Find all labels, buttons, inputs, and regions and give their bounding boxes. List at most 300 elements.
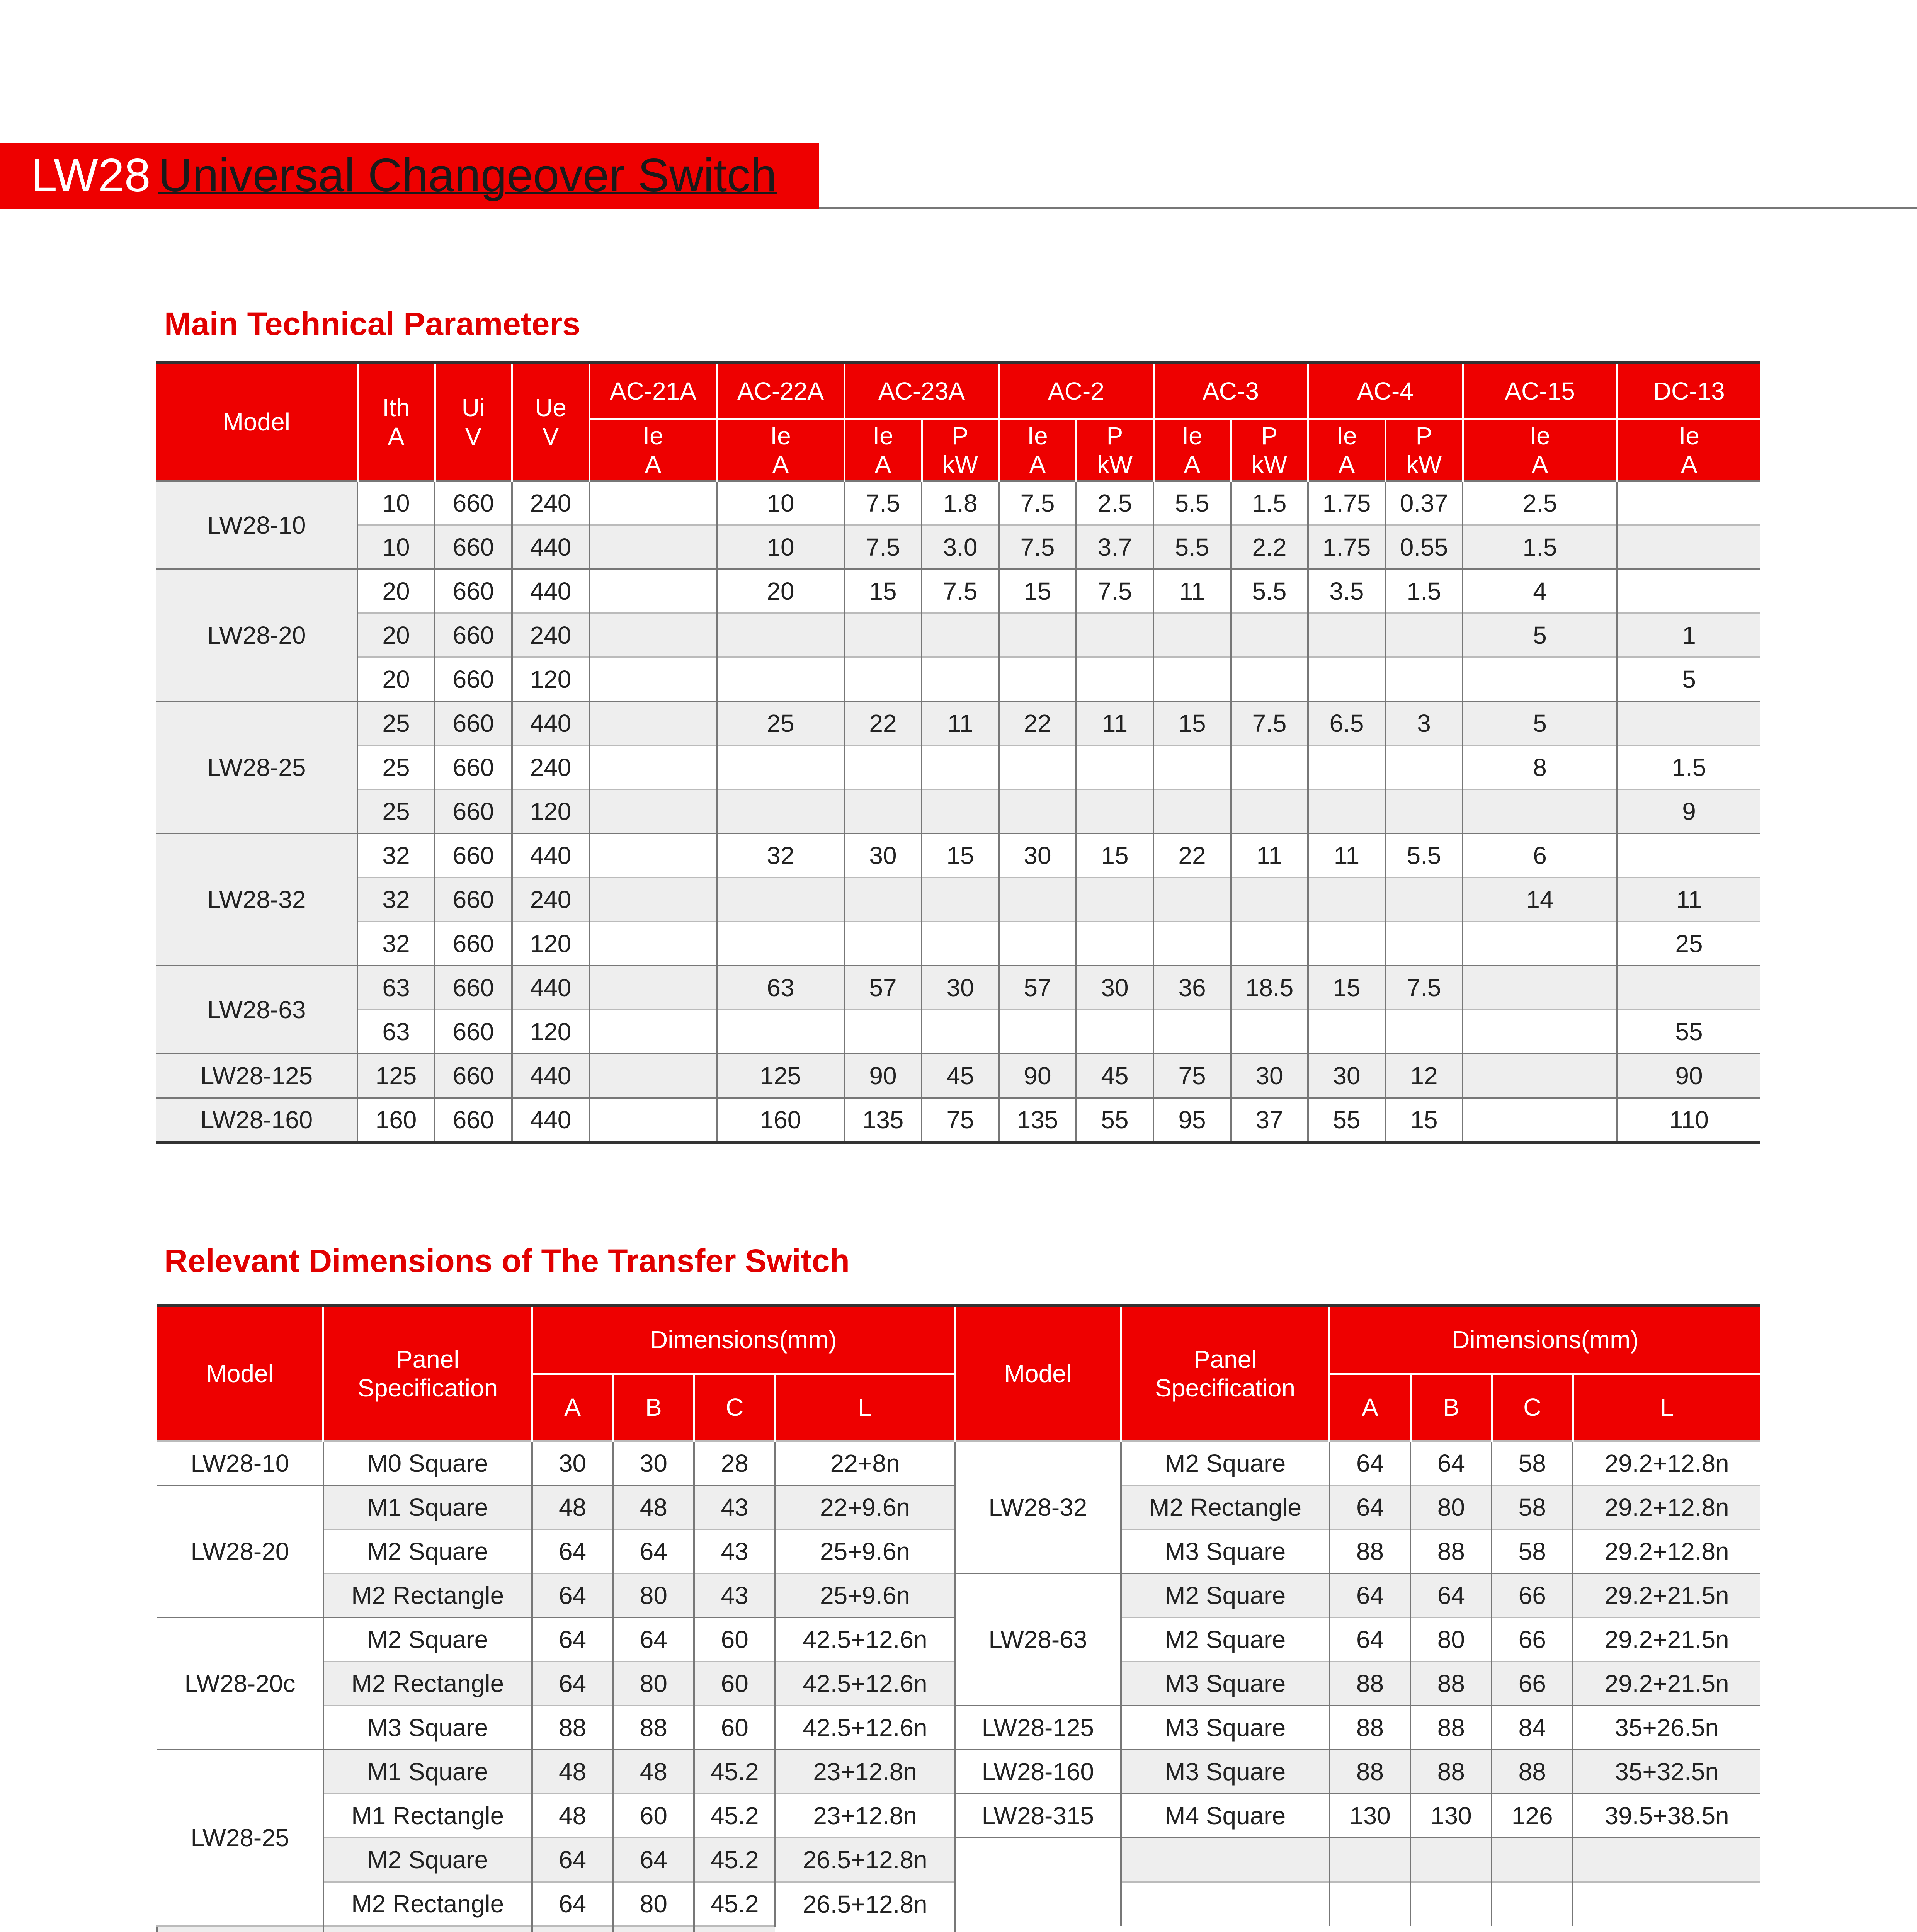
- tech-cell: 10: [717, 525, 844, 569]
- tech-cell: 3: [1385, 701, 1463, 745]
- dims-cell: M2 Rectangle: [323, 1662, 532, 1706]
- dims-cell: [694, 1926, 775, 1932]
- dims-cell: M3 Square: [323, 1706, 532, 1750]
- dims-cell: M2 Rectangle: [323, 1573, 532, 1617]
- dims-cell: 43: [694, 1529, 775, 1573]
- dims-model-cell: LW28-32: [955, 1441, 1121, 1573]
- tech-cell: [1463, 1054, 1617, 1098]
- dims-cell: M3 Square: [1121, 1662, 1330, 1706]
- dims-cell: 88: [1330, 1750, 1411, 1794]
- tech-cell: 1.5: [1231, 481, 1308, 525]
- tech-row: [156, 1098, 1760, 1143]
- tech-cell: 30: [1308, 1054, 1385, 1098]
- dims-cell: 88: [613, 1706, 694, 1750]
- tech-cell: 7.5: [999, 525, 1076, 569]
- dims-cell: 45.2: [694, 1882, 775, 1926]
- tech-cell: 660: [435, 1098, 512, 1143]
- tech-cell: 660: [435, 613, 512, 657]
- tech-cell: [1308, 922, 1385, 966]
- tech-cell: [1385, 878, 1463, 922]
- tech-cell: [1231, 657, 1308, 701]
- dims-cell: 42.5+12.6n: [775, 1617, 955, 1662]
- tech-cell: 7.5: [1231, 701, 1308, 745]
- tech-cell: [589, 1054, 717, 1098]
- th-p: P kW: [1385, 420, 1463, 481]
- tech-cell: [1385, 745, 1463, 789]
- tech-cell: [1463, 966, 1617, 1010]
- tech-cell: [1308, 878, 1385, 922]
- th-ie: Ie A: [1153, 420, 1231, 481]
- tech-cell: [1385, 1010, 1463, 1054]
- tech-cell: 10: [357, 481, 435, 525]
- dims-cell: M0 Square: [323, 1441, 532, 1485]
- dims-cell: 88: [1330, 1662, 1411, 1706]
- tech-cell: 160: [717, 1098, 844, 1143]
- tech-row: [156, 878, 1760, 922]
- dims-cell: 43: [694, 1485, 775, 1529]
- tech-cell: 1.75: [1308, 525, 1385, 569]
- tech-cell: [1153, 613, 1231, 657]
- tech-cell: 37: [1231, 1098, 1308, 1143]
- dims-cell: 29.2+12.8n: [1573, 1441, 1760, 1485]
- tech-cell: [1385, 613, 1463, 657]
- tech-cell: [1231, 1010, 1308, 1054]
- tech-cell: 75: [922, 1098, 999, 1143]
- dims-cell: 64: [1330, 1485, 1411, 1529]
- dims-row: [157, 1794, 1760, 1838]
- tech-cell: 20: [357, 569, 435, 613]
- tech-cell: 240: [512, 878, 589, 922]
- dims-row: [157, 1706, 1760, 1750]
- dims-cell: M4 Square: [1121, 1794, 1330, 1838]
- dims-cell: 48: [532, 1794, 613, 1838]
- dims-cell: 39.5+38.5n: [1573, 1794, 1760, 1838]
- tech-cell: 110: [1617, 1098, 1760, 1143]
- tech-cell: 0.55: [1385, 525, 1463, 569]
- tech-cell: 11: [1231, 833, 1308, 878]
- tech-cell: 36: [1153, 966, 1231, 1010]
- dims-cell: 64: [532, 1573, 613, 1617]
- tech-cell: 1: [1617, 613, 1760, 657]
- dims-cell: 25+9.6n: [775, 1529, 955, 1573]
- tech-cell: 30: [1231, 1054, 1308, 1098]
- tech-cell: [717, 657, 844, 701]
- tech-cell: 2.2: [1231, 525, 1308, 569]
- tech-cell: 30: [844, 833, 922, 878]
- tech-cell: [844, 1010, 922, 1054]
- th-ith: Ith A: [357, 363, 435, 481]
- dims-cell: 29.2+21.5n: [1573, 1573, 1760, 1617]
- dims-cell: 64: [613, 1617, 694, 1662]
- tech-cell: 660: [435, 966, 512, 1010]
- tech-cell: [922, 1010, 999, 1054]
- tech-cell: 2.5: [1076, 481, 1153, 525]
- tech-cell: [717, 1010, 844, 1054]
- dims-cell: 60: [694, 1617, 775, 1662]
- tech-cell: 440: [512, 701, 589, 745]
- tech-cell: 25: [357, 789, 435, 833]
- dims-cell: [1492, 1838, 1573, 1882]
- dims-cell: 58: [1492, 1529, 1573, 1573]
- tech-cell: 45: [1076, 1054, 1153, 1098]
- tech-cell: 25: [357, 701, 435, 745]
- dims-cell: 64: [1330, 1573, 1411, 1617]
- th-ac2: AC-2: [999, 363, 1153, 420]
- dims-cell: 84: [1492, 1706, 1573, 1750]
- tech-cell: [717, 613, 844, 657]
- tech-cell: [1231, 878, 1308, 922]
- tech-cell: 1.75: [1308, 481, 1385, 525]
- dims-cell: 45.2: [694, 1794, 775, 1838]
- tech-cell: [1463, 922, 1617, 966]
- tech-cell: [1308, 745, 1385, 789]
- tech-cell: 135: [999, 1098, 1076, 1143]
- tech-cell: [1463, 1010, 1617, 1054]
- tech-cell: 5: [1463, 701, 1617, 745]
- dims-cell: [532, 1926, 613, 1932]
- th-c: C: [694, 1374, 775, 1442]
- tech-cell: 30: [922, 966, 999, 1010]
- dims-cell: 130: [1410, 1794, 1492, 1838]
- tech-cell: [1153, 657, 1231, 701]
- tech-cell: [1153, 1010, 1231, 1054]
- tech-cell: 440: [512, 1054, 589, 1098]
- tech-cell: [589, 833, 717, 878]
- tech-cell: 25: [357, 745, 435, 789]
- dims-cell: 29.2+12.8n: [1573, 1529, 1760, 1573]
- tech-cell: [717, 878, 844, 922]
- dims-cell: 22+9.6n: [775, 1485, 955, 1529]
- th-ac22a: AC-22A: [717, 363, 844, 420]
- tech-cell: [844, 878, 922, 922]
- tech-cell: 1.5: [1385, 569, 1463, 613]
- dims-cell: M2 Square: [1121, 1441, 1330, 1485]
- tech-cell: 660: [435, 481, 512, 525]
- dims-cell: 58: [1492, 1485, 1573, 1529]
- tech-cell: 57: [999, 966, 1076, 1010]
- tech-cell: 4: [1463, 569, 1617, 613]
- tech-cell: [844, 745, 922, 789]
- tech-row: [156, 481, 1760, 525]
- th-l: L: [1573, 1374, 1760, 1442]
- dims-cell: 45.2: [694, 1750, 775, 1794]
- tech-cell: [717, 745, 844, 789]
- dims-model-cell: LW28-63: [955, 1573, 1121, 1706]
- dims-cell: 64: [1330, 1441, 1411, 1485]
- th-ie: Ie A: [999, 420, 1076, 481]
- tech-cell: [999, 922, 1076, 966]
- tech-cell: 30: [999, 833, 1076, 878]
- tech-cell: 12: [1385, 1054, 1463, 1098]
- dims-cell: 60: [613, 1794, 694, 1838]
- th-b: B: [613, 1374, 694, 1442]
- tech-cell: [1231, 922, 1308, 966]
- dims-cell: 64: [532, 1529, 613, 1573]
- dims-cell: 26.5+12.8n: [775, 1882, 955, 1926]
- dims-cell: 22+8n: [775, 1441, 955, 1485]
- tech-cell: 3.5: [1308, 569, 1385, 613]
- tech-cell: 660: [435, 922, 512, 966]
- tech-cell: 90: [1617, 1054, 1760, 1098]
- tech-cell: 240: [512, 613, 589, 657]
- tech-cell: [1385, 922, 1463, 966]
- tech-cell: 30: [1076, 966, 1153, 1010]
- tech-cell: [1076, 613, 1153, 657]
- tech-cell: 660: [435, 1054, 512, 1098]
- tech-cell: 440: [512, 525, 589, 569]
- dims-cell: 29.2+21.5n: [1573, 1662, 1760, 1706]
- dims-cell: 43: [694, 1573, 775, 1617]
- dims-row: [157, 1838, 1760, 1882]
- dims-model-cell: LW28-10: [157, 1441, 323, 1485]
- tech-cell: 55: [1076, 1098, 1153, 1143]
- tech-cell: 2.5: [1463, 481, 1617, 525]
- dims-cell: 126: [1492, 1794, 1573, 1838]
- tech-cell: [1617, 701, 1760, 745]
- dims-cell: 64: [532, 1617, 613, 1662]
- tech-cell: 125: [357, 1054, 435, 1098]
- tech-cell: [922, 613, 999, 657]
- tech-cell: [922, 657, 999, 701]
- tech-cell: 240: [512, 481, 589, 525]
- tech-cell: 32: [357, 878, 435, 922]
- tech-cell: 63: [717, 966, 844, 1010]
- tech-row: [156, 613, 1760, 657]
- tech-cell: 18.5: [1231, 966, 1308, 1010]
- tech-cell: [1231, 745, 1308, 789]
- dims-cell: 80: [1410, 1485, 1492, 1529]
- tech-cell: 1.5: [1617, 745, 1760, 789]
- tech-row: [156, 525, 1760, 569]
- tech-cell: 90: [999, 1054, 1076, 1098]
- th-dc13: DC-13: [1617, 363, 1760, 420]
- tech-cell: [1076, 745, 1153, 789]
- tech-cell: [589, 569, 717, 613]
- dims-cell: 64: [1410, 1573, 1492, 1617]
- tech-cell: 5.5: [1153, 481, 1231, 525]
- tech-cell: 15: [1385, 1098, 1463, 1143]
- tech-cell: 11: [1076, 701, 1153, 745]
- tech-cell: [589, 745, 717, 789]
- tech-cell: 20: [717, 569, 844, 613]
- tech-row: [156, 745, 1760, 789]
- tech-model-cell: LW28-63: [156, 966, 357, 1054]
- tech-cell: 7.5: [922, 569, 999, 613]
- dims-cell: 42.5+12.6n: [775, 1706, 955, 1750]
- tech-cell: 20: [357, 613, 435, 657]
- dims-model-cell: LW28-125: [955, 1706, 1121, 1750]
- tech-cell: [589, 966, 717, 1010]
- dims-cell: 88: [1492, 1750, 1573, 1794]
- dims-cell: M2 Square: [323, 1529, 532, 1573]
- dims-cell: 35+32.5n: [1573, 1750, 1760, 1794]
- tech-cell: 15: [1076, 833, 1153, 878]
- dims-cell: [157, 1926, 323, 1932]
- dims-section-title: Relevant Dimensions of The Transfer Switch: [164, 1243, 850, 1279]
- tech-cell: 125: [717, 1054, 844, 1098]
- title-model: LW28: [31, 149, 151, 201]
- tech-cell: 7.5: [1076, 569, 1153, 613]
- tech-cell: [1231, 789, 1308, 833]
- tech-cell: 95: [1153, 1098, 1231, 1143]
- tech-cell: [1463, 657, 1617, 701]
- dims-cell: 60: [694, 1662, 775, 1706]
- dims-cell: 64: [532, 1882, 613, 1926]
- tech-cell: 32: [357, 922, 435, 966]
- tech-cell: [1153, 745, 1231, 789]
- tech-cell: 5.5: [1231, 569, 1308, 613]
- page-title: [31, 142, 777, 208]
- dims-cell: 35+26.5n: [1573, 1706, 1760, 1750]
- tech-cell: 22: [844, 701, 922, 745]
- tech-cell: [1385, 657, 1463, 701]
- tech-cell: 135: [844, 1098, 922, 1143]
- tech-cell: 22: [1153, 833, 1231, 878]
- tech-cell: 22: [999, 701, 1076, 745]
- dims-cell: 88: [532, 1706, 613, 1750]
- tech-cell: 5: [1617, 657, 1760, 701]
- dims-cell: 88: [1410, 1662, 1492, 1706]
- dims-cell: M1 Square: [323, 1750, 532, 1794]
- tech-cell: 440: [512, 1098, 589, 1143]
- tech-cell: 25: [717, 701, 844, 745]
- tech-cell: [589, 657, 717, 701]
- dims-cell: M2 Square: [1121, 1573, 1330, 1617]
- dims-cell: 45.2: [694, 1838, 775, 1882]
- th-p: P kW: [922, 420, 999, 481]
- tech-cell: 660: [435, 745, 512, 789]
- tech-cell: 15: [844, 569, 922, 613]
- tech-cell: 120: [512, 1010, 589, 1054]
- dims-cell: M3 Square: [1121, 1750, 1330, 1794]
- dims-cell: 88: [1410, 1706, 1492, 1750]
- tech-model-cell: LW28-25: [156, 701, 357, 833]
- tech-cell: [922, 922, 999, 966]
- tech-body: [156, 481, 1760, 1143]
- dims-model-cell: LW28-20: [157, 1485, 323, 1617]
- dims-cell: 80: [613, 1882, 694, 1926]
- th-l: L: [775, 1374, 955, 1442]
- dims-cell: 88: [1410, 1529, 1492, 1573]
- dims-cell: 25+9.6n: [775, 1573, 955, 1617]
- dims-cell: 42.5+12.6n: [775, 1662, 955, 1706]
- header-rule: [819, 207, 1917, 209]
- th-ie: Ie A: [717, 420, 844, 481]
- tech-model-cell: LW28-10: [156, 481, 357, 569]
- dims-cell: M2 Square: [323, 1617, 532, 1662]
- tech-cell: 10: [717, 481, 844, 525]
- tech-cell: [589, 1098, 717, 1143]
- dims-cell: M2 Square: [323, 1838, 532, 1882]
- tech-cell: 660: [435, 789, 512, 833]
- tech-cell: 440: [512, 966, 589, 1010]
- dims-cell: 64: [532, 1662, 613, 1706]
- tech-cell: [1076, 922, 1153, 966]
- tech-cell: 5.5: [1153, 525, 1231, 569]
- dims-row: [157, 1441, 1760, 1485]
- tech-cell: 55: [1308, 1098, 1385, 1143]
- dims-cell: 64: [532, 1838, 613, 1882]
- th-ac21a: AC-21A: [589, 363, 717, 420]
- tech-cell: [1617, 525, 1760, 569]
- th-model: Model: [156, 363, 357, 481]
- tech-cell: [717, 789, 844, 833]
- dims-cell: 48: [613, 1750, 694, 1794]
- dims-cell: 48: [532, 1485, 613, 1529]
- tech-cell: [1076, 657, 1153, 701]
- tech-cell: 160: [357, 1098, 435, 1143]
- th-dimensions-right: Dimensions(mm): [1330, 1306, 1760, 1374]
- tech-cell: 6.5: [1308, 701, 1385, 745]
- tech-cell: 1.8: [922, 481, 999, 525]
- th-c: C: [1492, 1374, 1573, 1442]
- tech-cell: [999, 789, 1076, 833]
- tech-cell: 15: [999, 569, 1076, 613]
- tech-cell: [999, 657, 1076, 701]
- tech-cell: [1308, 613, 1385, 657]
- tech-cell: 45: [922, 1054, 999, 1098]
- dims-cell: [613, 1926, 694, 1932]
- tech-row: [156, 789, 1760, 833]
- tech-cell: [589, 701, 717, 745]
- dims-cell: M2 Rectangle: [1121, 1485, 1330, 1529]
- tech-model-cell: LW28-20: [156, 569, 357, 701]
- tech-cell: 7.5: [844, 481, 922, 525]
- th-ac4: AC-4: [1308, 363, 1463, 420]
- tech-cell: 63: [357, 966, 435, 1010]
- tech-cell: [844, 657, 922, 701]
- tech-cell: [1153, 789, 1231, 833]
- dims-cell: 28: [694, 1441, 775, 1485]
- dims-cell: 88: [1330, 1529, 1411, 1573]
- tech-cell: 25: [1617, 922, 1760, 966]
- tech-cell: 660: [435, 657, 512, 701]
- tech-cell: 120: [512, 657, 589, 701]
- tech-cell: [1617, 481, 1760, 525]
- dims-cell: [1410, 1838, 1492, 1882]
- dims-cell: 66: [1492, 1573, 1573, 1617]
- tech-cell: [999, 1010, 1076, 1054]
- dims-cell: M1 Rectangle: [323, 1794, 532, 1838]
- dims-cell: 130: [1330, 1794, 1411, 1838]
- title-name: Universal Changeover Switch: [158, 149, 777, 201]
- dims-cell: 64: [613, 1529, 694, 1573]
- dims-cell: 58: [1492, 1441, 1573, 1485]
- tech-cell: 32: [357, 833, 435, 878]
- tech-cell: [1463, 789, 1617, 833]
- th-model-right: Model: [955, 1306, 1121, 1441]
- tech-row: [156, 569, 1760, 613]
- tech-cell: [717, 922, 844, 966]
- tech-cell: 14: [1463, 878, 1617, 922]
- dims-cell: 29.2+12.8n: [1573, 1485, 1760, 1529]
- dims-cell: 60: [694, 1706, 775, 1750]
- dims-cell: 64: [1410, 1441, 1492, 1485]
- tech-cell: 3.0: [922, 525, 999, 569]
- tech-cell: 660: [435, 569, 512, 613]
- th-ue: Ue V: [512, 363, 589, 481]
- dims-cell: 66: [1492, 1662, 1573, 1706]
- tech-cell: [1076, 1010, 1153, 1054]
- tech-cell: [1617, 833, 1760, 878]
- tech-cell: [844, 789, 922, 833]
- tech-table: [156, 361, 1760, 1144]
- tech-cell: 120: [512, 922, 589, 966]
- tech-section-title: Main Technical Parameters: [164, 306, 580, 342]
- tech-row: [156, 1054, 1760, 1098]
- tech-cell: 9: [1617, 789, 1760, 833]
- dims-model-cell: LW28-20c: [157, 1617, 323, 1750]
